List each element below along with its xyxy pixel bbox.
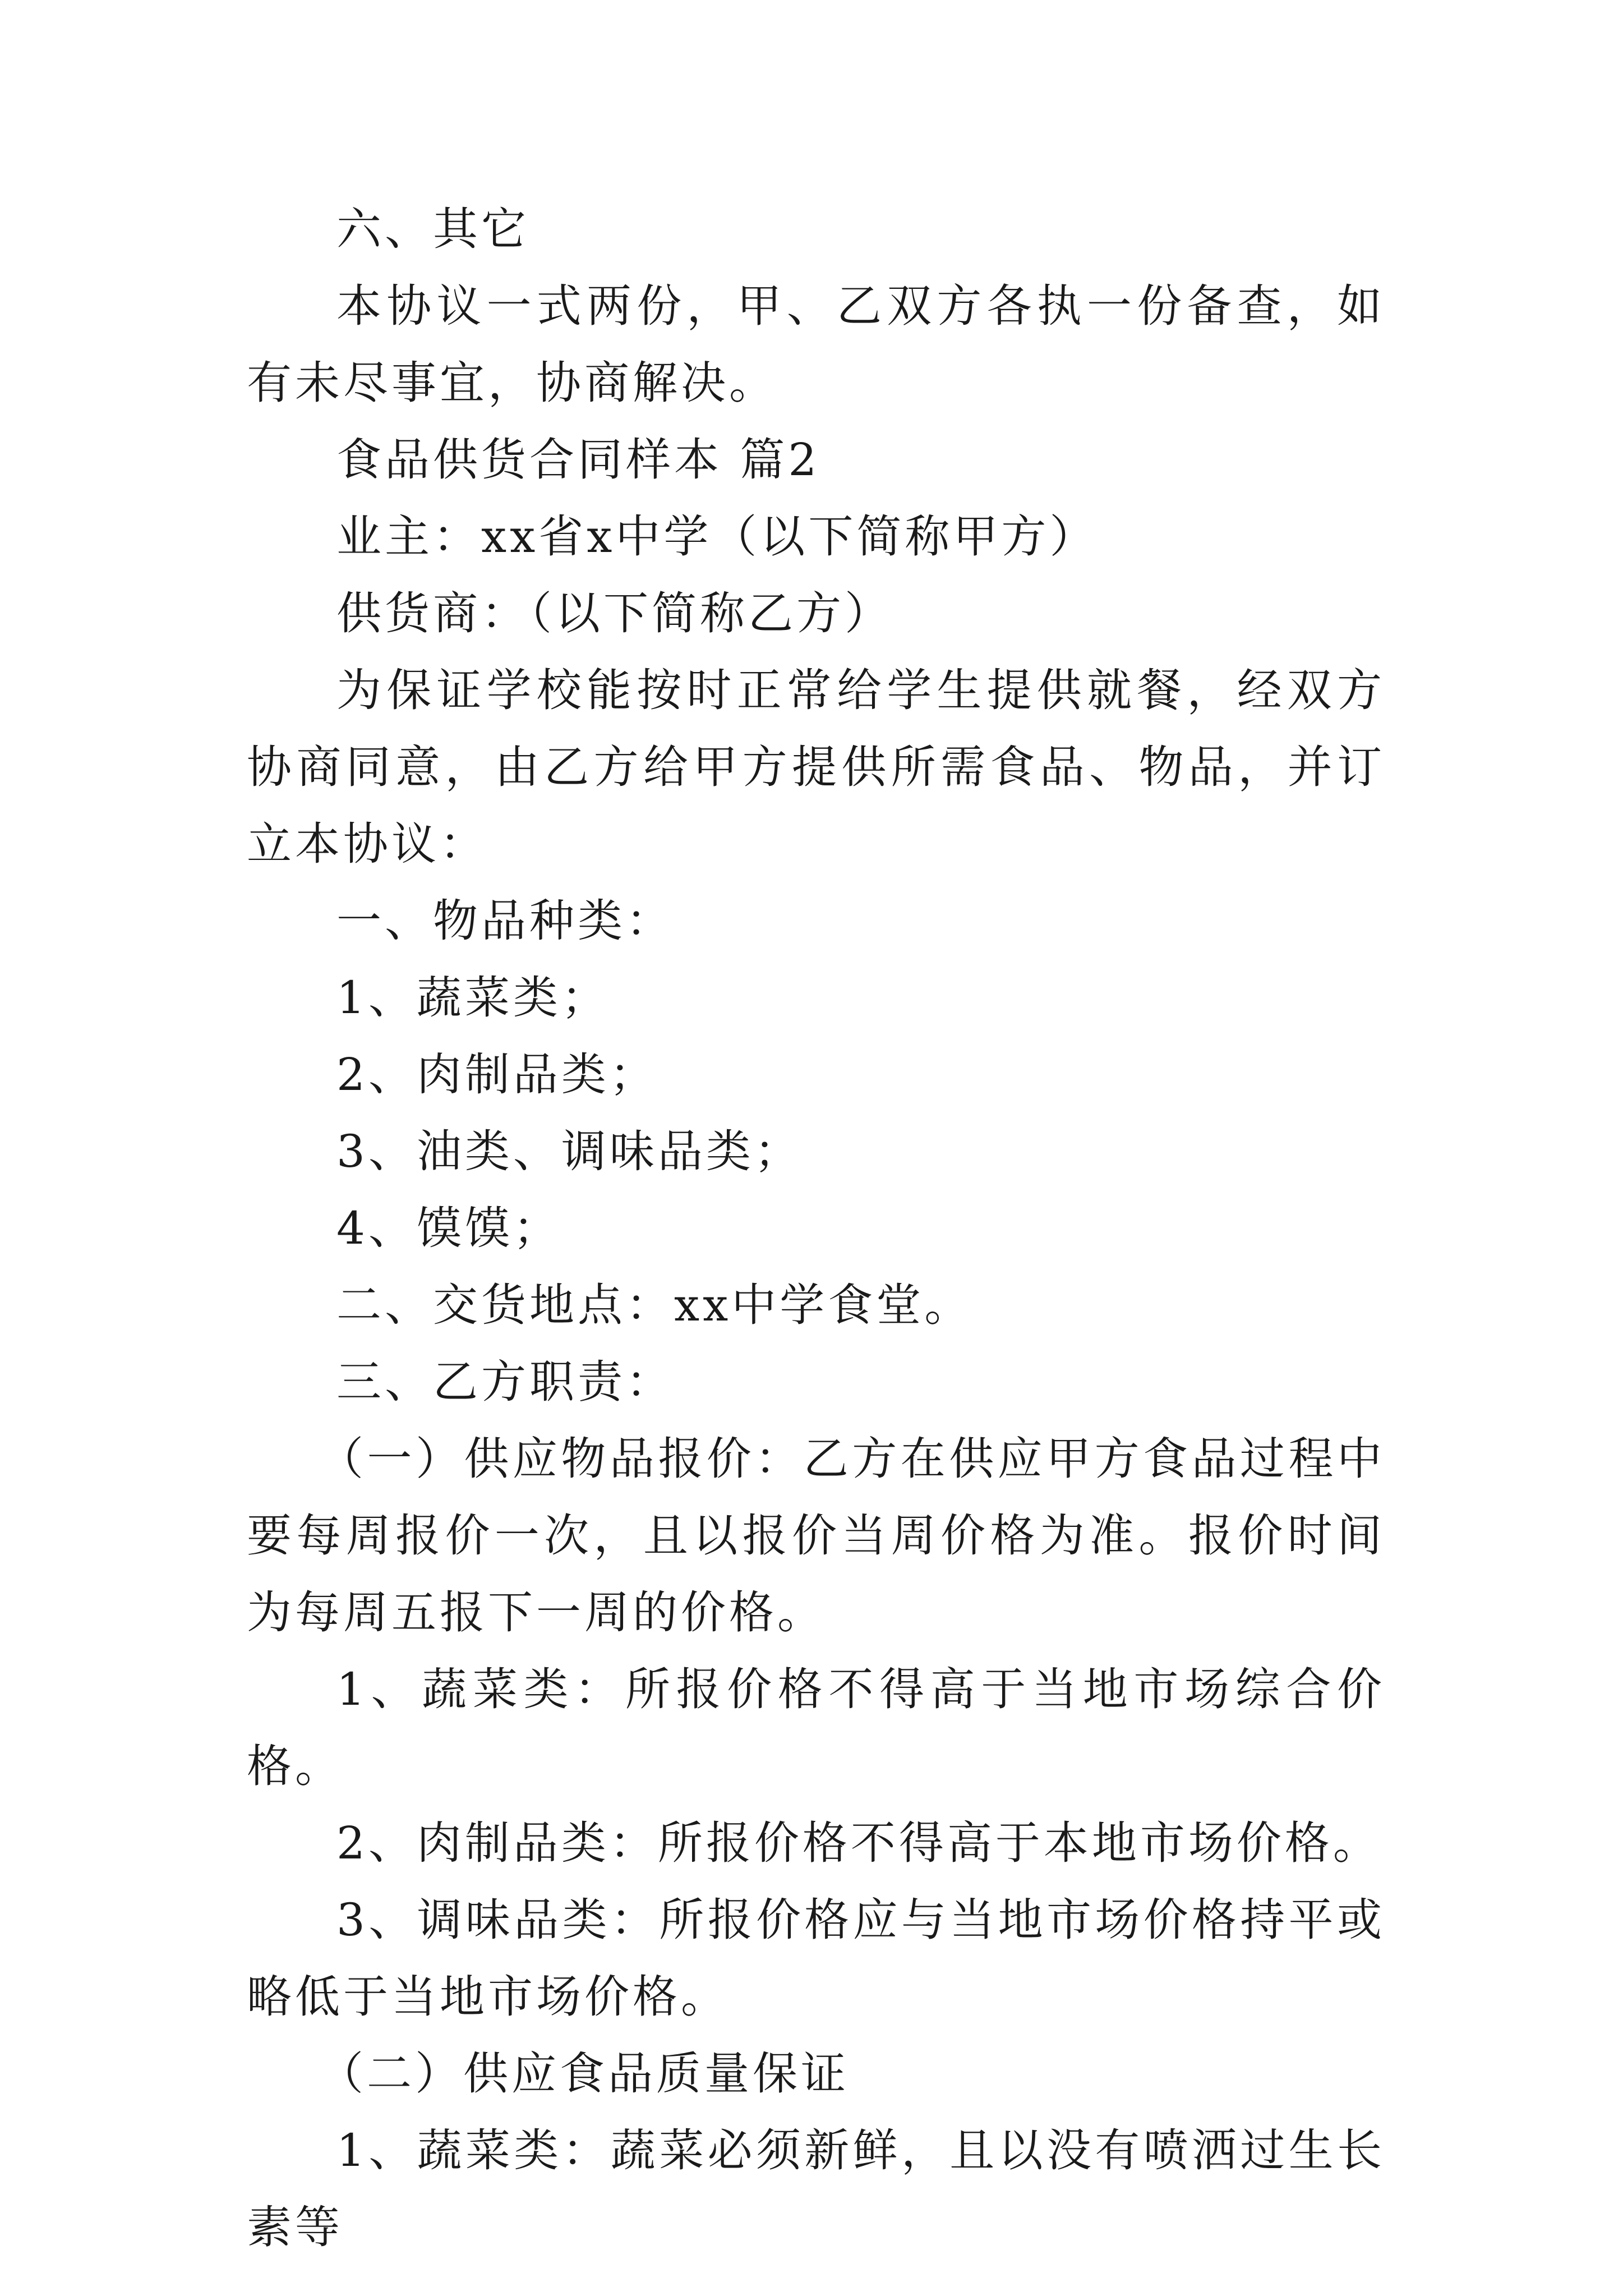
list-item: 2、肉制品类； [336,1048,658,1101]
section-heading-supplier-duties: 三、乙方职责： [336,1356,674,1408]
document-body [247,191,1385,2266]
party-supplier: 供货商：（以下简称乙方） [336,587,893,639]
section-heading-other: 六、其它 [336,203,529,255]
list-item: 1、蔬菜类； [336,972,610,1024]
party-owner: 业主：xx省x中学（以下简称甲方） [336,510,1098,563]
contract-title: 食品供货合同样本 篇2 [336,434,820,486]
subsection-quality: （二）供应食品质量保证 [319,2047,849,2100]
list-item: 4、馍馍； [336,1202,561,1254]
list-item: 1、蔬菜类：所报价格不得高于当地市场综合价格。 [247,1663,1385,1792]
section-heading-delivery-location: 二、交货地点：xx中学食堂。 [336,1279,973,1331]
list-item: 3、油类、调味品类； [336,1125,803,1177]
section-heading-item-types: 一、物品种类： [336,895,674,947]
paragraph-purpose: 为保证学校能按时正常给学生提供就餐，经双方协商同意，由乙方给甲方提供所需食品、物品，并订立本协议： [247,664,1385,870]
list-item: 1、蔬菜类：蔬菜必须新鲜，且以没有喷洒过生长素等 [247,2124,1385,2253]
subsection-pricing: （一）供应物品报价：乙方在供应甲方食品过程中要每周报价一次，且以报价当周价格为准。报价时间为每周五报下一周的价格。 [247,1433,1385,1639]
list-item: 2、肉制品类：所报价格不得高于本地市场价格。 [336,1817,1381,1869]
paragraph-agreement-copies: 本协议一式两份，甲、乙双方各执一份备查，如有未尽事宜，协商解决。 [247,280,1385,409]
list-item: 3、调味品类：所报价格应与当地市场价格持平或略低于当地市场价格。 [247,1894,1385,2023]
